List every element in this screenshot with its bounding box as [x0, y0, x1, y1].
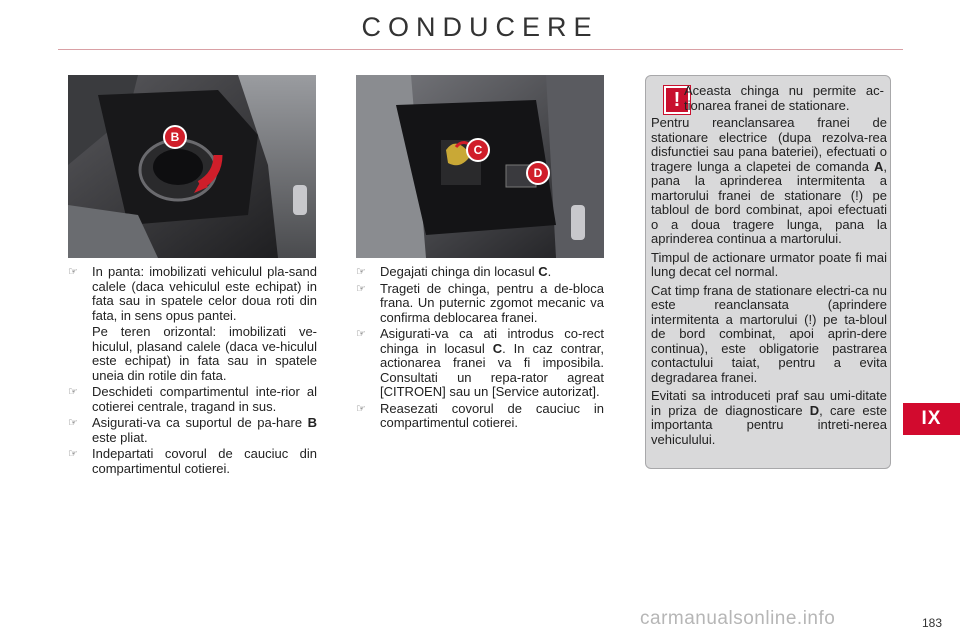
pointing-hand-icon: ☞	[356, 266, 366, 278]
list-item-sub: Pe teren orizontal: imobilizati ve-hiculul, plasand calele (daca ve-hiculul este echipat) in fata sau in spatele uneia din rotile din fata.	[92, 324, 317, 383]
watermark: carmanualsonline.info	[640, 608, 836, 629]
armrest-illustration	[68, 75, 316, 258]
warning-icon: !	[664, 86, 690, 114]
left-instructions	[68, 265, 317, 478]
list-item: ☞ In panta: imobilizati vehiculul pla-sand calele (daca vehiculul este echipat) in fata sau in spatele celor doua roti din fata, in sens opus pantei.	[68, 264, 317, 323]
warning-paragraph: Pentru reanclansarea franei de stationare electrice (dupa rezolva-rea disfunctiei sau pana bateriei), efectuati o tragere lunga a clapetei de comanda A, pana la aprinderea intermitenta a martorului franei de stationare (!) pe tabloul de bord combinat, apoi efectuati o a doua tragere lunga, pana la aprinderea continua a martorului.	[651, 115, 887, 246]
pointing-hand-icon: ☞	[68, 386, 78, 398]
list-item: ☞ Reasezati covorul de cauciuc in compartimentul cotierei.	[356, 400, 604, 430]
warning-heading: Aceasta chinga nu permite ac-tionarea franei de stationare.	[684, 83, 884, 113]
warning-box	[645, 75, 891, 469]
list-item: ☞ Indepartati covorul de cauciuc din compartimentul cotierei.	[68, 446, 317, 476]
page-number: 183	[921, 616, 942, 630]
photo-armrest-cupholder	[68, 75, 316, 258]
pointing-hand-icon: ☞	[68, 266, 78, 278]
list-item: ☞ Asigurati-va ca suportul de pa-hare B este pliat.	[68, 415, 317, 445]
warning-paragraph: Cat timp frana de stationare electri-ca nu este reanclansata (aprindere intermitenta a martorului (!) pe ta-bloul de bord combinat, apoi aprin-dere continua), este obligatorie pastrarea contactului taiat, pentru a evita degradarea franei.	[651, 282, 887, 385]
warning-paragraph: Timpul de actionare urmator poate fi mai lung decat cel normal.	[651, 249, 887, 279]
list-item: ☞ Asigurati-va ca ati introdus co-rect chinga in locasul C. In caz contrar, actionarea franei va fi imposibila. Consultati un repa-rator agreat [CITROEN] sau un [Service autorizat].	[356, 326, 604, 399]
title-divider	[58, 49, 903, 50]
chapter-tab[interactable]: IX	[903, 403, 960, 435]
pointing-hand-icon: ☞	[68, 417, 78, 429]
pointing-hand-icon: ☞	[356, 402, 366, 415]
middle-instructions	[356, 265, 604, 433]
list-item: ☞ Trageti de chinga, pentru a de-bloca frana. Un puternic zgomot mecanic va confirma deblocarea franei.	[356, 280, 604, 325]
warning-paragraph: Evitati sa introduceti praf sau umi-ditate in priza de diagnosticare D, care este importanta pentru intreti-nerea vehiculului.	[651, 388, 887, 447]
strap-illustration	[356, 75, 604, 258]
list-item: ☞ Degajati chinga din locasul C.	[356, 264, 552, 279]
list-item: ☞ Deschideti compartimentul inte-rior al cotierei centrale, tragand in sus.	[68, 384, 317, 414]
warning-body	[651, 116, 887, 451]
label-d: D	[526, 161, 550, 185]
pointing-hand-icon: ☞	[68, 448, 78, 460]
label-c: C	[466, 138, 490, 162]
pointing-hand-icon: ☞	[356, 328, 366, 340]
page-title: CONDUCERE	[361, 12, 599, 42]
pointing-hand-icon: ☞	[356, 282, 366, 295]
label-b: B	[163, 125, 187, 149]
photo-armrest-strap	[356, 75, 604, 258]
